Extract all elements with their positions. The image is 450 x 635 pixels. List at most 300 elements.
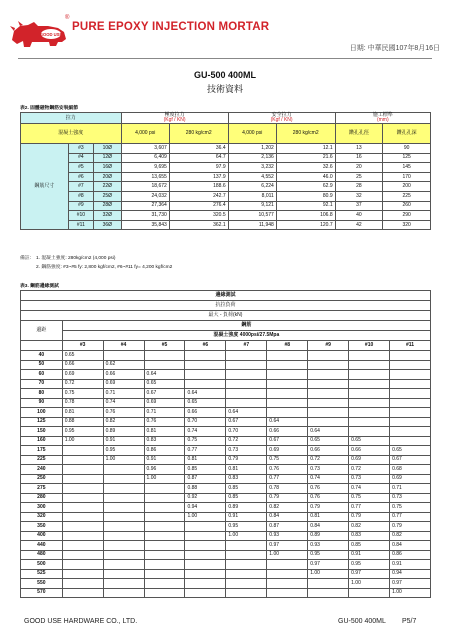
table-cell	[226, 588, 267, 598]
table-cell: 320.5	[169, 211, 228, 221]
table-cell	[349, 379, 390, 389]
table-cell	[226, 398, 267, 408]
rebar-column-header: #6	[185, 341, 226, 351]
table-cell: 62.9	[276, 182, 335, 192]
table-cell: 35,843	[121, 220, 169, 230]
table-cell: 0.64	[144, 370, 185, 380]
table-cell	[144, 588, 185, 598]
rebar-installation-table	[20, 112, 431, 230]
standard-header: 施工標準 (mm)	[335, 113, 430, 124]
table-cell	[308, 389, 349, 399]
table2-section-title: 表3. 鋼筋邊緣測試	[20, 284, 59, 289]
table-cell: 0.64	[226, 408, 267, 418]
table-cell: 0.87	[185, 474, 226, 484]
rebar-column-header: #5	[144, 341, 185, 351]
table-cell: 188.6	[169, 182, 228, 192]
table-row	[21, 144, 431, 154]
table-cell: 225	[383, 191, 431, 201]
table-cell: 0.66	[62, 360, 103, 370]
rebar-column-header: #8	[267, 341, 308, 351]
table-cell	[185, 560, 226, 570]
table-cell: 0.67	[390, 455, 431, 465]
rebar-column-header: #9	[308, 341, 349, 351]
table-row	[21, 427, 431, 437]
table-cell	[185, 379, 226, 389]
table-row	[21, 455, 431, 465]
table-cell: 8,011	[228, 191, 276, 201]
safe-load-header: 安全拉力 (Kgf / KN)	[228, 113, 335, 124]
table-cell	[62, 569, 103, 579]
table-cell: 0.75	[390, 503, 431, 513]
table-cell: #5	[68, 163, 93, 173]
tensile-load-label: 抗拉負荷	[21, 301, 431, 311]
table-cell: 0.85	[349, 541, 390, 551]
table-cell: 0.76	[103, 408, 144, 418]
table-cell	[185, 579, 226, 589]
table-cell	[308, 370, 349, 380]
table-cell: 145	[383, 163, 431, 173]
table-cell: 260	[383, 201, 431, 211]
table-row	[21, 220, 431, 230]
design-load-header: 極度拉力 (Kgf / KN)	[121, 113, 228, 124]
table-cell	[185, 588, 226, 598]
table-cell: 0.93	[267, 531, 308, 541]
table-row	[21, 579, 431, 589]
table-cell: 0.78	[62, 398, 103, 408]
table-cell: 276.4	[169, 201, 228, 211]
table-cell	[144, 550, 185, 560]
table-cell: 32	[335, 191, 383, 201]
table-row	[21, 474, 431, 484]
table-row	[21, 522, 431, 532]
table-cell: 0.72	[349, 465, 390, 475]
table-cell	[390, 398, 431, 408]
table-cell: 3,607	[121, 144, 169, 154]
table-cell: 24,032	[121, 191, 169, 201]
edge-distance-cell: 225	[21, 455, 63, 465]
table-cell: 0.92	[185, 493, 226, 503]
table-row	[21, 379, 431, 389]
table-cell: 20	[335, 163, 383, 173]
table-cell	[144, 569, 185, 579]
table-cell	[103, 465, 144, 475]
table-cell	[267, 408, 308, 418]
table-cell	[308, 398, 349, 408]
rebar-column-header: #7	[226, 341, 267, 351]
table-cell: 0.73	[308, 465, 349, 475]
rebar-column-header: #11	[390, 341, 431, 351]
table-cell: 18,672	[121, 182, 169, 192]
table-cell: 16Ø	[94, 163, 122, 173]
table-cell: 0.65	[390, 446, 431, 456]
table-cell: 0.75	[185, 436, 226, 446]
table-cell: 1.00	[144, 474, 185, 484]
table-cell	[144, 484, 185, 494]
table-cell: 0.69	[349, 455, 390, 465]
table-cell: 0.66	[349, 446, 390, 456]
table-row	[21, 191, 431, 201]
edge-distance-cell: 525	[21, 569, 63, 579]
table-cell: #11	[68, 220, 93, 230]
table-cell	[226, 351, 267, 361]
table-cell: 25Ø	[94, 191, 122, 201]
table-cell: 0.97	[267, 541, 308, 551]
table-cell	[144, 531, 185, 541]
table-cell: 0.91	[226, 512, 267, 522]
table-cell	[267, 569, 308, 579]
table-cell: 0.72	[62, 379, 103, 389]
edge-distance-cell: 400	[21, 531, 63, 541]
table-cell	[103, 522, 144, 532]
table-cell: 32.6	[276, 163, 335, 173]
table-cell	[267, 398, 308, 408]
force-label: 拉力	[21, 113, 122, 124]
footer-page: P5/7	[402, 618, 417, 625]
table-cell	[267, 360, 308, 370]
table-cell	[308, 579, 349, 589]
table-cell: 27,364	[121, 201, 169, 211]
edge-distance-cell: 80	[21, 389, 63, 399]
table-cell: 0.78	[267, 484, 308, 494]
table-cell	[185, 531, 226, 541]
table-cell	[226, 541, 267, 551]
concrete-strength-label: 混凝土強度	[21, 124, 122, 144]
table-cell	[267, 579, 308, 589]
table-cell	[62, 588, 103, 598]
table-cell	[349, 351, 390, 361]
table-cell: 0.81	[62, 408, 103, 418]
table-cell	[226, 579, 267, 589]
table-cell	[390, 370, 431, 380]
table-cell: 0.82	[390, 531, 431, 541]
table-cell	[267, 560, 308, 570]
table-cell: 40	[335, 211, 383, 221]
table-cell: 37	[335, 201, 383, 211]
table-cell	[390, 360, 431, 370]
edge-distance-cell: 60	[21, 370, 63, 380]
table-cell: 0.79	[349, 512, 390, 522]
edge-distance-cell: 275	[21, 484, 63, 494]
registered-mark: ®	[65, 15, 70, 21]
table-cell	[390, 427, 431, 437]
table-cell: 36Ø	[94, 220, 122, 230]
table-cell: 0.91	[349, 550, 390, 560]
safe-psi-header: 4,000 psi	[228, 124, 276, 144]
brand-title: PURE EPOXY INJECTION MORTAR	[72, 21, 270, 33]
table-cell	[62, 446, 103, 456]
table-cell: 12.1	[276, 144, 335, 154]
table-cell: #6	[68, 172, 93, 182]
table-cell: 92.1	[276, 201, 335, 211]
rebar-size-label: 鋼筋尺寸	[21, 144, 69, 230]
edge-distance-cell: 150	[21, 427, 63, 437]
design-psi-header: 4,000 psi	[121, 124, 169, 144]
table-row	[21, 182, 431, 192]
table-cell: 0.74	[349, 484, 390, 494]
table-cell: 0.86	[390, 550, 431, 560]
edge-distance-cell: 280	[21, 493, 63, 503]
table-cell: 0.83	[226, 474, 267, 484]
table-cell	[144, 579, 185, 589]
table-cell	[308, 588, 349, 598]
table-cell	[226, 370, 267, 380]
table-cell	[267, 389, 308, 399]
table-cell	[62, 522, 103, 532]
table-cell: 0.77	[267, 474, 308, 484]
table-cell	[226, 360, 267, 370]
table-cell: 0.74	[308, 474, 349, 484]
table-row	[21, 211, 431, 221]
table-cell: 0.69	[144, 398, 185, 408]
table-cell: 25	[335, 172, 383, 182]
table-cell: 0.75	[267, 455, 308, 465]
table-cell: 6,409	[121, 153, 169, 163]
edge-distance-cell: 300	[21, 503, 63, 513]
table-cell: 0.97	[349, 569, 390, 579]
table1-section-title: 表2. 固體磁物鋼筋安裝細節	[20, 106, 79, 111]
table-cell	[390, 417, 431, 427]
table-row	[21, 512, 431, 522]
edge-distance-cell: 500	[21, 560, 63, 570]
table-cell: 0.65	[144, 379, 185, 389]
table-cell	[103, 474, 144, 484]
table-cell: 1.00	[390, 588, 431, 598]
table-cell: 0.77	[349, 503, 390, 513]
table-cell: 0.66	[103, 370, 144, 380]
table-cell	[144, 503, 185, 513]
edge-distance-cell: 440	[21, 541, 63, 551]
table-cell: 362.1	[169, 220, 228, 230]
rebar-column-header: #3	[62, 341, 103, 351]
header-divider	[18, 58, 432, 59]
table-cell: 97.9	[169, 163, 228, 173]
table-cell	[349, 360, 390, 370]
rebar-column-header: #4	[103, 341, 144, 351]
table-cell: 36.4	[169, 144, 228, 154]
table-cell: 0.72	[308, 455, 349, 465]
table-cell: 0.70	[185, 417, 226, 427]
concrete-strength-note: 混凝土強度 4000psi/27.5Mpa	[62, 331, 430, 341]
table-cell	[62, 541, 103, 551]
table-cell	[144, 360, 185, 370]
edge-distance-cell: 175	[21, 446, 63, 456]
table-cell	[62, 560, 103, 570]
edge-test-title: 邊緣測試	[21, 291, 431, 301]
table-row	[21, 408, 431, 418]
table-cell	[103, 351, 144, 361]
table-cell: 0.66	[308, 446, 349, 456]
table-cell: 0.64	[185, 389, 226, 399]
table-cell	[103, 579, 144, 589]
rhino-logo-icon	[8, 16, 70, 50]
table-cell: 0.66	[267, 427, 308, 437]
table-cell: 0.71	[144, 408, 185, 418]
table-cell	[144, 541, 185, 551]
edge-distance-cell: 350	[21, 522, 63, 532]
table-row	[21, 569, 431, 579]
table-cell: 290	[383, 211, 431, 221]
table-cell	[103, 541, 144, 551]
table-cell: 21.6	[276, 153, 335, 163]
table-cell: 0.79	[267, 493, 308, 503]
table-cell	[267, 588, 308, 598]
table-row	[21, 370, 431, 380]
table-row	[21, 560, 431, 570]
table-cell: 0.64	[267, 417, 308, 427]
table-cell: 0.69	[390, 474, 431, 484]
table-cell: 1.00	[103, 455, 144, 465]
table-cell: 6,224	[228, 182, 276, 192]
table-cell: 4,552	[228, 172, 276, 182]
table-cell: 1.00	[308, 569, 349, 579]
table-cell: 22Ø	[94, 182, 122, 192]
note-2: 2. 鋼筋強度: #3~#5 fy: 2,800 kgf/cm2, #6~#11 fy= 4,200 kgf/cm2	[36, 265, 173, 270]
table-cell: 0.87	[267, 522, 308, 532]
edge-distance-table	[20, 290, 431, 598]
table-cell: 0.81	[144, 427, 185, 437]
table-cell: 0.66	[185, 408, 226, 418]
table-cell: 1.00	[226, 531, 267, 541]
table-cell	[185, 351, 226, 361]
table-cell	[103, 588, 144, 598]
table-cell	[185, 541, 226, 551]
table-cell: 0.73	[226, 446, 267, 456]
table-cell: 0.65	[185, 398, 226, 408]
table-row	[21, 588, 431, 598]
table-cell: 0.75	[62, 389, 103, 399]
table-cell: 0.97	[390, 579, 431, 589]
table-cell: 106.8	[276, 211, 335, 221]
table-cell: 0.93	[308, 541, 349, 551]
table-cell: 0.67	[144, 389, 185, 399]
table-row	[21, 541, 431, 551]
table-cell: 0.79	[390, 522, 431, 532]
table-cell: 0.74	[103, 398, 144, 408]
table-cell: #10	[68, 211, 93, 221]
table-cell: 0.88	[185, 484, 226, 494]
table-cell: 13	[335, 144, 383, 154]
table-cell: 0.69	[62, 370, 103, 380]
rebar-column-header: #10	[349, 341, 390, 351]
table-cell	[390, 379, 431, 389]
table-cell: 1.00	[349, 579, 390, 589]
table-cell	[349, 389, 390, 399]
table-cell: 137.9	[169, 172, 228, 182]
table-row	[21, 389, 431, 399]
footer-model: GU-500 400ML	[338, 618, 386, 625]
table-cell: 0.76	[144, 417, 185, 427]
table-cell: 0.76	[308, 484, 349, 494]
table-row	[21, 153, 431, 163]
table-cell: 0.74	[185, 427, 226, 437]
table-cell: 0.95	[62, 427, 103, 437]
table-cell: 0.81	[185, 455, 226, 465]
edge-distance-cell: 90	[21, 398, 63, 408]
table-cell	[103, 503, 144, 513]
table-row	[21, 360, 431, 370]
table-cell: #7	[68, 182, 93, 192]
table-cell: 0.91	[103, 436, 144, 446]
table-cell	[144, 512, 185, 522]
table-cell: 20Ø	[94, 172, 122, 182]
table-cell: 0.62	[103, 360, 144, 370]
table-cell: 9,695	[121, 163, 169, 173]
table-cell	[62, 484, 103, 494]
safe-kgcm-header: 280 kg/cm2	[276, 124, 335, 144]
table-cell: 0.71	[390, 484, 431, 494]
table-cell: 0.97	[308, 560, 349, 570]
table-row	[21, 351, 431, 361]
table-cell: 320	[383, 220, 431, 230]
table-cell	[390, 408, 431, 418]
table-row	[21, 163, 431, 173]
table-cell: 42	[335, 220, 383, 230]
table-cell: 0.83	[349, 531, 390, 541]
table-row	[21, 484, 431, 494]
table-cell	[185, 370, 226, 380]
table-cell: 0.85	[226, 493, 267, 503]
table-cell: 46.0	[276, 172, 335, 182]
table-cell: 0.76	[308, 493, 349, 503]
table-cell	[144, 351, 185, 361]
table-cell: 0.67	[226, 417, 267, 427]
table-cell: 0.65	[349, 436, 390, 446]
table-cell	[144, 522, 185, 532]
table-cell: 0.91	[390, 560, 431, 570]
table-cell: #8	[68, 191, 93, 201]
table-row	[21, 398, 431, 408]
edge-distance-cell: 40	[21, 351, 63, 361]
edge-distance-cell: 160	[21, 436, 63, 446]
product-title: GU-500 400ML	[193, 70, 257, 80]
edge-distance-cell: 250	[21, 474, 63, 484]
table-cell: 0.64	[308, 427, 349, 437]
table-row	[21, 417, 431, 427]
hole-diameter-header: 鑽孔孔徑	[335, 124, 383, 144]
table-cell: 0.75	[349, 493, 390, 503]
table-cell: 0.69	[103, 379, 144, 389]
table-cell: 0.82	[349, 522, 390, 532]
table-cell: 0.94	[390, 569, 431, 579]
table-cell	[185, 550, 226, 560]
table-cell: 0.85	[226, 484, 267, 494]
table-cell: 0.76	[267, 465, 308, 475]
table-cell	[267, 370, 308, 380]
table-cell	[226, 569, 267, 579]
table-cell: 0.82	[103, 417, 144, 427]
table-cell: 0.95	[103, 446, 144, 456]
table-cell: 0.84	[308, 522, 349, 532]
table-cell	[349, 370, 390, 380]
table-cell	[62, 531, 103, 541]
table-row	[21, 531, 431, 541]
edge-distance-cell: 70	[21, 379, 63, 389]
table-cell: #4	[68, 153, 93, 163]
table-cell: 242.7	[169, 191, 228, 201]
table-cell: 9,121	[228, 201, 276, 211]
table-cell	[103, 569, 144, 579]
table-cell: 28	[335, 182, 383, 192]
table-cell: 0.79	[226, 455, 267, 465]
table-cell: 1.00	[267, 550, 308, 560]
design-kgcm-header: 280 kg/cm2	[169, 124, 228, 144]
table-row	[21, 446, 431, 456]
table-cell	[349, 588, 390, 598]
table-cell: 1.00	[62, 436, 103, 446]
table-cell: 0.86	[144, 446, 185, 456]
table-cell: 0.65	[308, 436, 349, 446]
table-cell: 0.96	[144, 465, 185, 475]
